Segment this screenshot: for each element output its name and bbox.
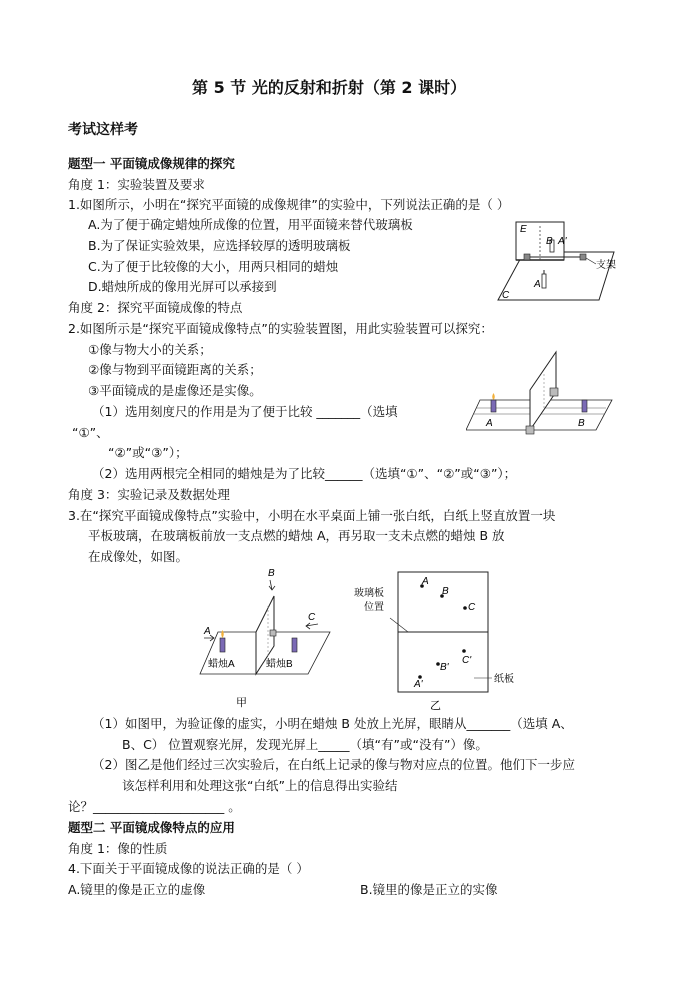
q1-fig-label-b: B (546, 236, 553, 247)
q2-figure (466, 344, 616, 440)
section-heading: 考试这样考 (68, 122, 138, 138)
q1-fig-label-stand: 支架 (596, 260, 616, 271)
q3-sub2-line1: （2）图乙是他们经过三次实验后，在白纸上记录的像与物对应点的位置。他们下一步应 (92, 757, 575, 772)
q1-fig-label-a: A (534, 279, 541, 290)
angle3-label: 角度 3：实验记录及数据处理 (68, 487, 230, 502)
q1-figure (494, 212, 644, 304)
type2-heading: 题型二 平面镜成像特点的应用 (68, 820, 235, 835)
type1-heading: 题型一 平面镜成像规律的探究 (68, 156, 235, 171)
q3-sub2-line2: 该怎样利用和处理这张“白纸”上的信息得出实验结 (122, 778, 398, 793)
q2-sub1-line2: “①”、 (72, 425, 109, 440)
q3-sub1-line1: （1）如图甲，为验证像的虚实，小明在蜡烛 B 处放上光屏，眼睛从_______（选填 A、 (92, 716, 573, 731)
q2-item-3: ③平面镜成的是虚像还是实像。 (88, 383, 262, 398)
q3-yi-label-position: 位置 (364, 602, 384, 613)
q3-yi-label-c: C (468, 602, 476, 613)
angle2-label: 角度 2：探究平面镜成像的特点 (68, 300, 243, 315)
q2-fig-label-b: B (578, 418, 585, 429)
q3-stem-line2: 平板玻璃，在玻璃板前放一支点燃的蜡烛 A，再另取一支未点燃的蜡烛 B 放 (88, 528, 505, 543)
q3-jia-label-candle-a: 蜡烛A (208, 659, 235, 670)
q3-jia-label-candle-b: 蜡烛B (266, 659, 293, 670)
q1-fig-label-a-prime: A' (558, 236, 567, 247)
q3-jia-label-b: B (268, 568, 275, 579)
q3-yi-label-paper: 纸板 (494, 674, 514, 685)
q1-stem: 1.如图所示，小明在“探究平面镜的成像规律”的实验中，下列说法正确的是（ ） (68, 197, 510, 212)
q2-sub1-line3: “②”或“③”）； (108, 445, 188, 460)
q1-fig-label-c: C (502, 290, 510, 301)
q1-option-c: C.为了便于比较像的大小，用两只相同的蜡烛 (88, 259, 339, 274)
q3-sub1-line2: B、C） 位置观察光屏，发现光屏上_____（填“有”或“没有”）像。 (122, 737, 488, 752)
q3-sub2-line3: 论？_____________________ 。 (68, 799, 241, 814)
page-title: 第 5 节 光的反射和折射（第 2 课时） (192, 78, 467, 97)
type2-angle1-label: 角度 1：像的性质 (68, 841, 168, 856)
q4-stem: 4.下面关于平面镜成像的说法正确的是（ ） (68, 861, 309, 876)
q2-fig-label-a: A (486, 418, 493, 429)
q4-option-a: A.镜里的像是正立的虚像 (68, 882, 206, 897)
q3-jia-label-a: A (204, 626, 211, 637)
q1-option-d: D.蜡烛所成的像用光屏可以承接到 (88, 279, 277, 294)
q3-yi-label-a: A (422, 576, 429, 587)
q2-stem: 2.如图所示是“探究平面镜成像特点”的实验装置图，用此实验装置可以探究： (68, 321, 493, 336)
q2-item-1: ①像与物大小的关系； (88, 342, 212, 357)
q3-yi-label-c-prime: C' (462, 655, 472, 666)
q2-sub1-line1: （1）选用刻度尺的作用是为了便于比较 _______（选填 (92, 404, 398, 419)
q1-option-a: A.为了便于确定蜡烛所成像的位置，用平面镜来替代玻璃板 (88, 217, 413, 232)
q3-yi-label-b: B (442, 586, 449, 597)
q2-sub2: （2）选用两根完全相同的蜡烛是为了比较______（选填“①”、“②”或“③”）； (92, 466, 517, 481)
q1-option-b: B.为了保证实验效果，应选择较厚的透明玻璃板 (88, 238, 351, 253)
q3-jia-caption: 甲 (236, 697, 247, 709)
q2-item-2: ②像与物到平面镜距离的关系； (88, 362, 262, 377)
angle1-label: 角度 1：实验装置及要求 (68, 177, 205, 192)
q3-stem-line1: 3.在“探究平面镜成像特点”实验中，小明在水平桌面上铺一张白纸，白纸上竖直放置一块 (68, 508, 556, 523)
q3-yi-label-glass: 玻璃板 (354, 588, 384, 599)
q3-stem-line3: 在成像处，如图。 (88, 549, 189, 564)
q3-figure-yi (350, 568, 526, 714)
q3-yi-label-a-prime: A' (414, 679, 423, 690)
q3-yi-caption: 乙 (430, 700, 441, 712)
q1-fig-label-e: E (520, 224, 527, 235)
q3-figure-jia (196, 562, 336, 712)
q3-jia-label-c: C (308, 612, 316, 623)
q4-option-b: B.镜里的像是正立的实像 (360, 882, 498, 897)
q3-yi-label-b-prime: B' (440, 662, 449, 673)
